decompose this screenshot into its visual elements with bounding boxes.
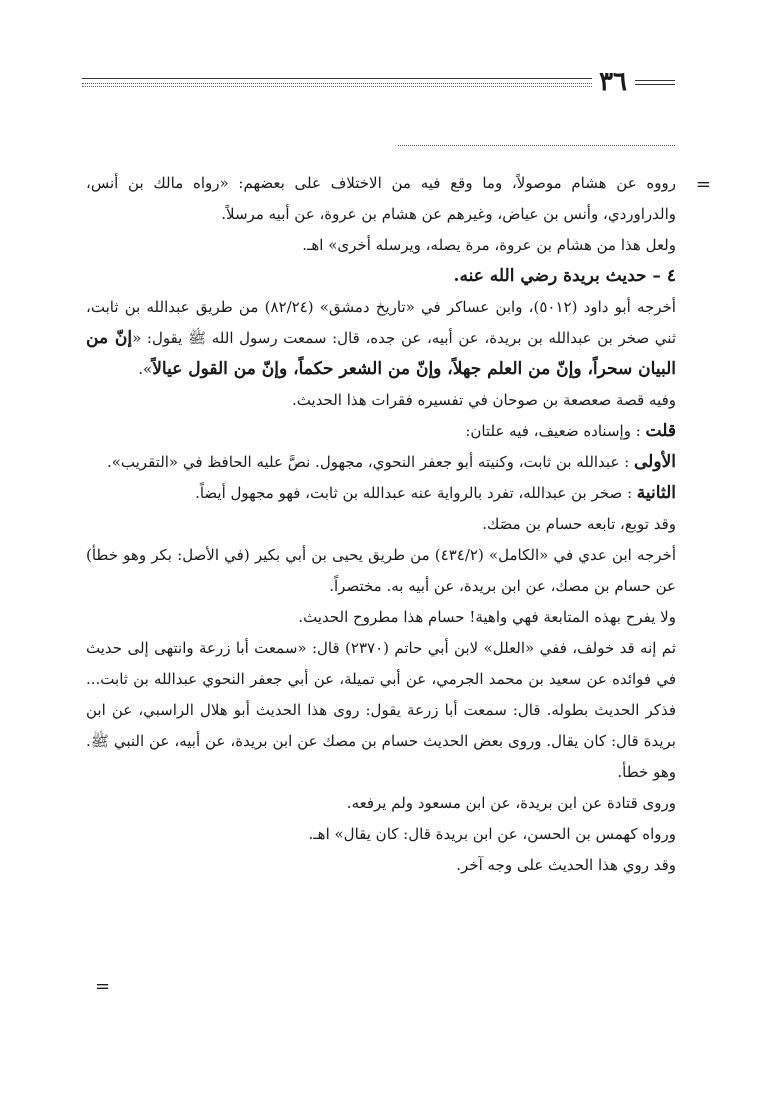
footnote-body [86,168,676,881]
header-rule-left [82,78,592,84]
paragraph-9: وقد توبع، تابعه حسام بن مصَك. [482,515,676,533]
header-rule-right [635,80,675,85]
paragraph-2: ولعل هذا من هشام بن عروة، مرة يصله، ويرسله أخرى» اهـ. [302,236,676,254]
label-qultu: قلت [645,421,676,441]
paragraph-6 [86,416,676,447]
page-number: ٣٦ [599,67,627,97]
hadith-intro: أخرجه أبو داود (٥٠١٢)، وابن عساكر في «تاريخ دمشق» (٨٢/٢٤) من طريق عبدالله بن ثابت، ثني صخر بن عبدالله بن بريدة، عن أبيه، عن جده، قال: سمعت رسول الله ﷺ يقول: « [86,298,676,347]
label-second: الثانية [636,483,676,503]
paragraph-6-text: : وإسناده ضعيف، فيه علتان: [465,422,641,440]
section-heading: ٤ – حديث بريدة رضي الله عنه. [453,266,676,286]
paragraph-1: رووه عن هشام موصولاً، وما وقع فيه من الاختلاف على بعضهم: «رواه مالك بن أنس، والدراوردي، وأنس بن عياض، وغيرهم عن هشام بن عروة، عن أبيه مرسلاً. [86,174,676,223]
paragraph-7 [86,447,676,478]
footnote-separator [398,145,675,146]
paragraph-12: ثم إنه قد خولف، ففي «العلل» لابن أبي حاتم (٢٣٧٠) قال: «سمعت أبا زرعة وانتهى إلى حديث في فوائده عن سعيد بن محمد الجرمي، عن أبي تميلة، عن أبي جعفر النحوي عبدالله بن ثابت... فذكر الحديث بطوله. قال: سمعت أبا زرعة يقول: روى هذا الحديث أبو هلال الراسبي، عن ابن بريدة قال: كان يقال. وروى بعض الحديث حسام بن مصك عن ابن بريدة، عن أبيه، عن النبي ﷺ. وهو خطأ. [86,639,676,781]
paragraph-8-text: : صخر بن عبدالله، تفرد بالرواية عنه عبدالله بن ثابت، فهو مجهول أيضاً. [195,484,633,502]
paragraph-11: ولا يفرح بهذه المتابعة فهي واهية! حسام هذا مطروح الحديث. [298,608,676,626]
paragraph-10: أخرجه ابن عدي في «الكامل» (٤٣٤/٢) من طريق يحيى بن أبي بكير (في الأصل: بكر وهو خطأ) عن حسام بن مصك، عن ابن بريدة، عن أبيه به. مختصراً. [86,546,676,595]
paragraph-hadith [86,292,676,385]
hadith-text: إنّ من البيان سحراً، وإنّ من العلم جهلاً، وإنّ من الشعر حكماً، وإنّ من القول عيالاً [86,328,676,379]
paragraph-14: ورواه كهمس بن الحسن، عن ابن بريدة قال: كان يقال» اهـ. [308,825,676,843]
continuation-mark-end: = [95,976,111,997]
page-header [82,68,675,98]
label-first: الأولى [634,452,676,472]
hadith-close: ». [138,360,153,378]
paragraph-13: وروى قتادة عن ابن بريدة، عن ابن مسعود ولم يرفعه. [346,794,676,812]
paragraph-8 [86,478,676,509]
paragraph-7-text: : عبدالله بن ثابت، وكنيته أبو جعفر النحوي، مجهول. نصَّ عليه الحافظ في «التقريب». [106,453,630,471]
paragraph-5: وفيه قصة صعصعة بن صوحان في تفسيره فقرات هذا الحديث. [291,391,676,409]
continuation-mark-start: = [695,174,711,195]
paragraph-15: وقد روي هذا الحديث على وجه آخر. [456,856,676,874]
